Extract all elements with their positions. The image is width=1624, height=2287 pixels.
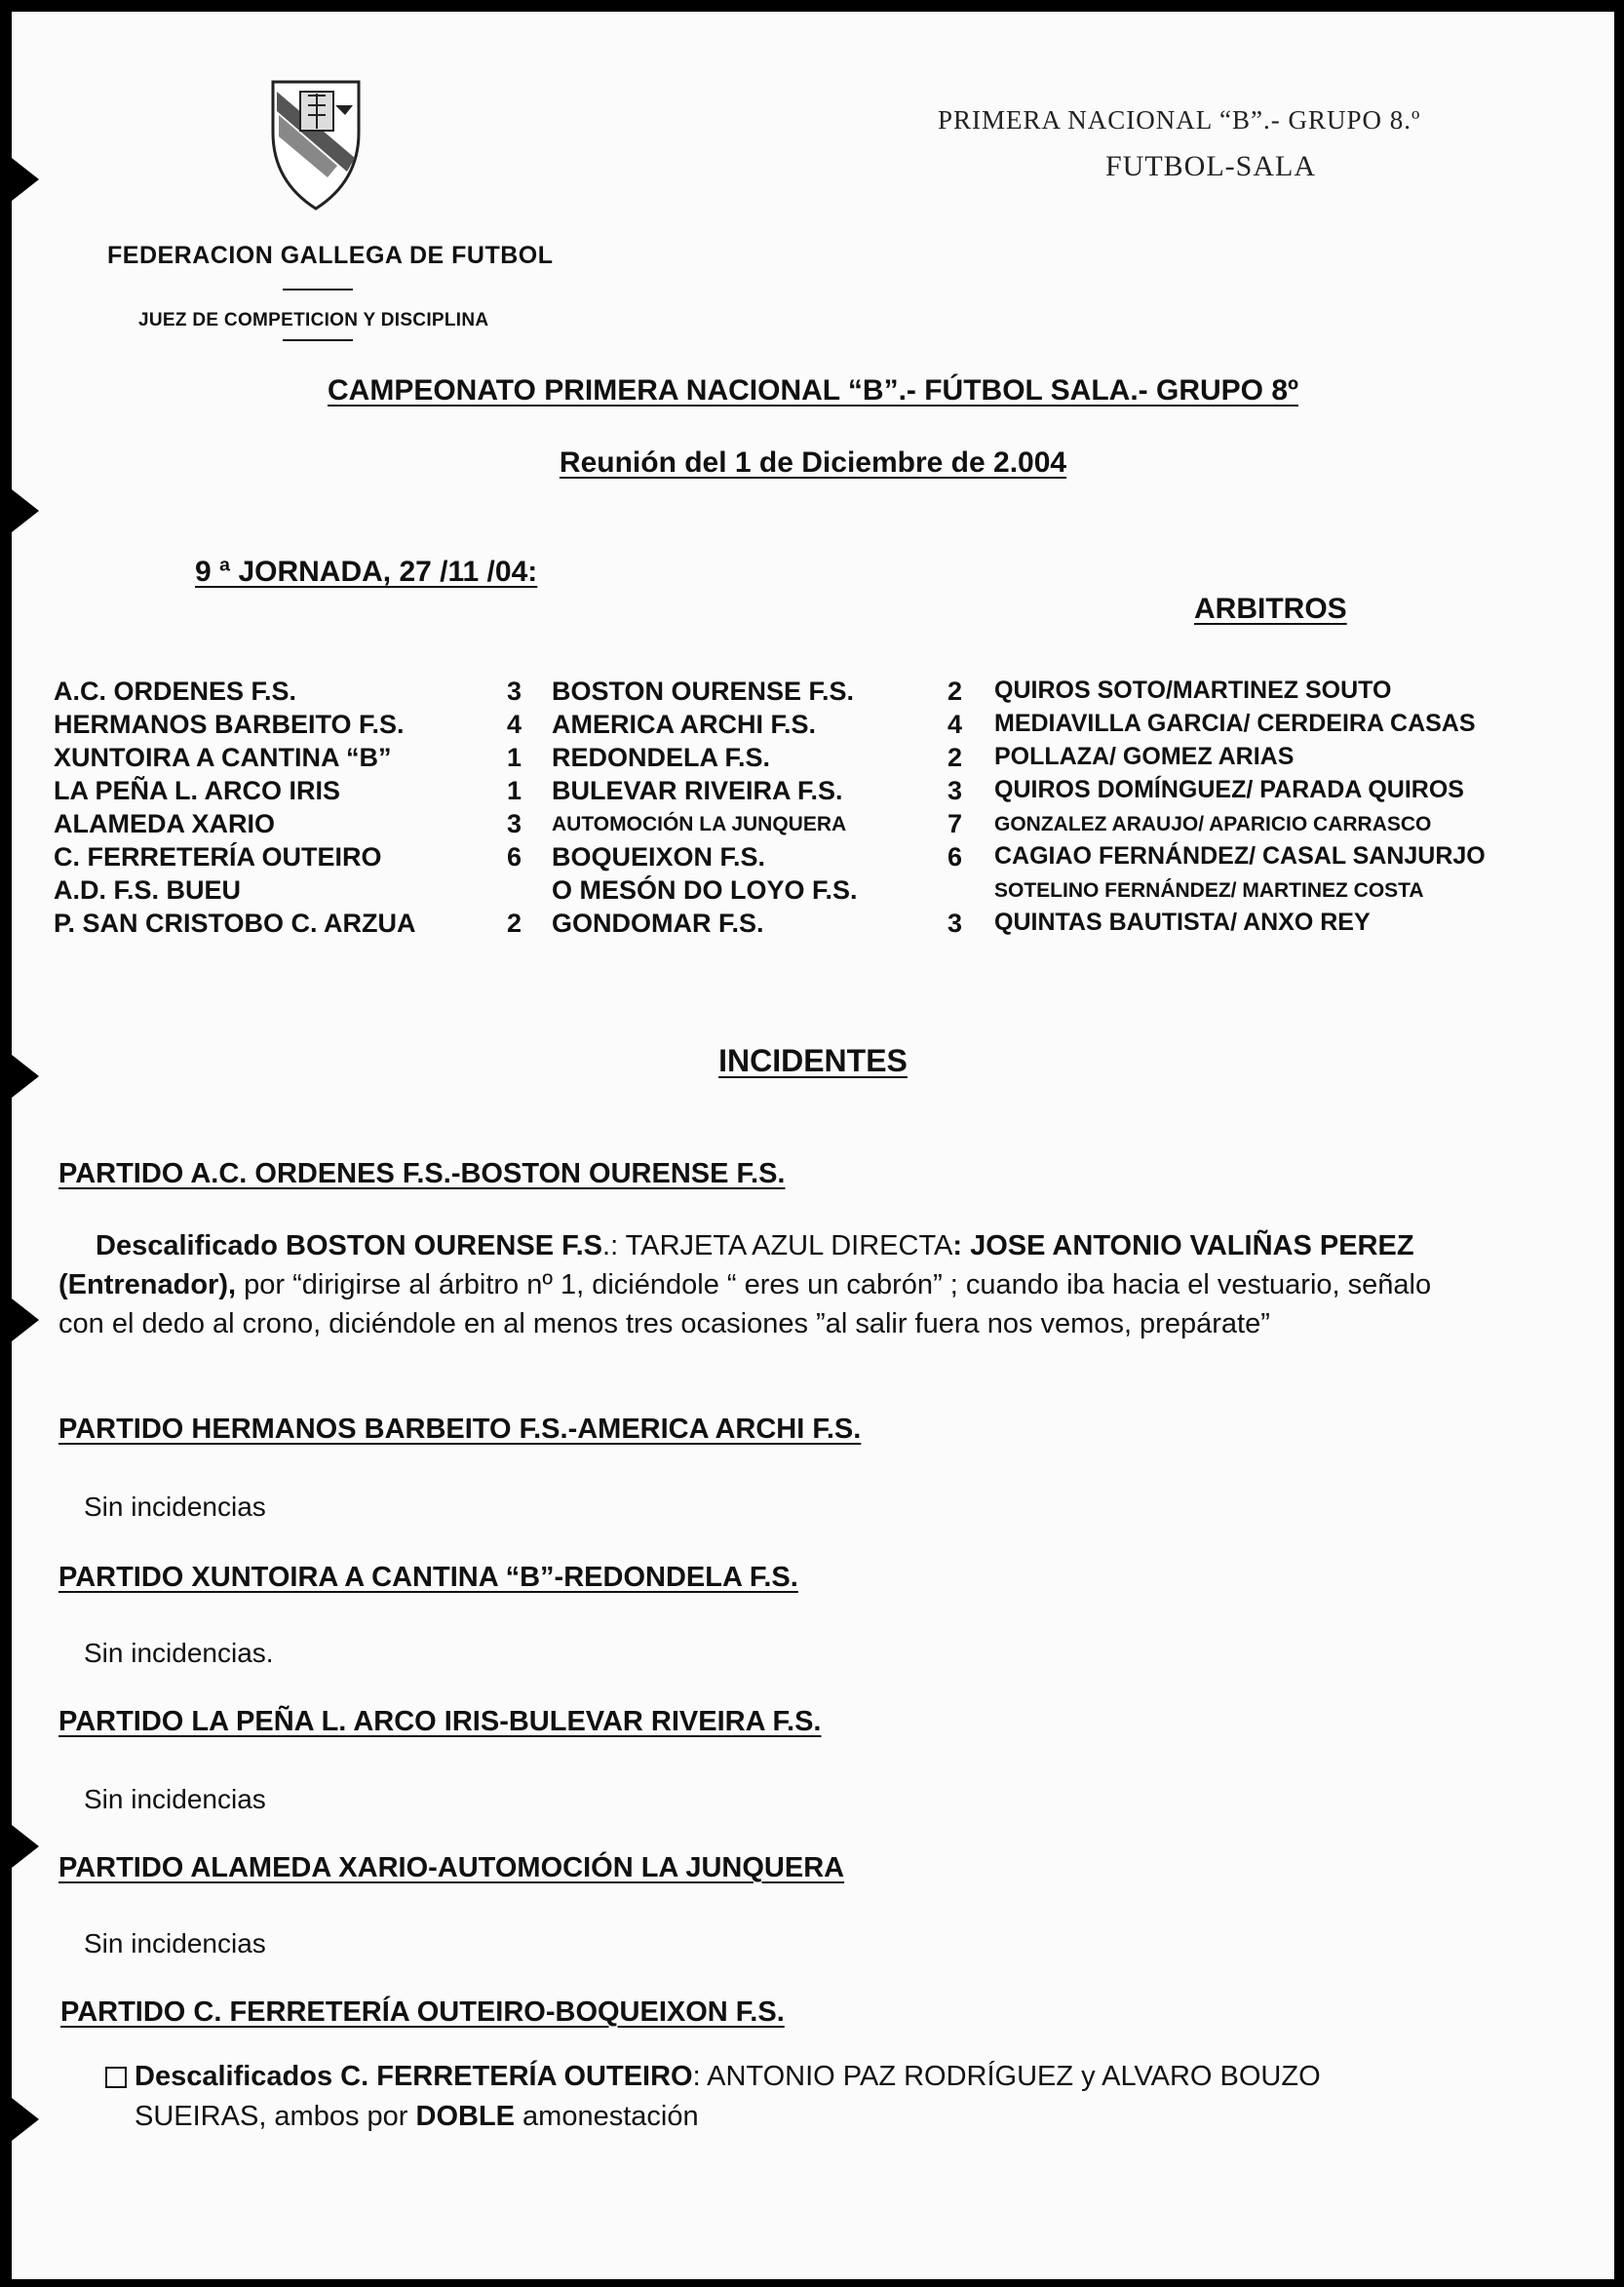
incident-text: Sin incidencias xyxy=(84,1492,266,1522)
home-team: LA PEÑA L. ARCO IRIS xyxy=(54,776,341,805)
incident-text: Descalificados C. FERRETERÍA OUTEIRO: ANTONIO PAZ RODRÍGUEZ y ALVARO BOUZO SUEIRAS, ambos por DOBLE amonestación xyxy=(135,2061,1321,2132)
referees: MEDIAVILLA GARCIA/ CERDEIRA CASAS xyxy=(994,710,1476,737)
referees: POLLAZA/ GOMEZ ARIAS xyxy=(994,743,1295,770)
match-title: PARTIDO LA PEÑA L. ARCO IRIS-BULEVAR RIVEIRA F.S. xyxy=(58,1706,822,1737)
document-page xyxy=(12,12,1614,2279)
match-title: PARTIDO XUNTOIRA A CANTINA “B”-REDONDELA F.S. xyxy=(58,1562,798,1593)
torn-edge xyxy=(12,1825,39,1868)
meeting-date: Reunión del 1 de Diciembre de 2.004 xyxy=(559,446,1067,479)
away-score: 3 xyxy=(947,776,963,805)
away-score: 4 xyxy=(947,710,963,739)
home-score: 3 xyxy=(507,677,522,706)
away-team: GONDOMAR F.S. xyxy=(552,909,764,938)
home-score: 1 xyxy=(507,743,522,772)
checkbox-bullet-icon xyxy=(105,2067,127,2088)
away-team: AUTOMOCIÓN LA JUNQUERA xyxy=(552,813,847,835)
round-heading: 9 ª JORNADA, 27 /11 /04: xyxy=(195,556,538,588)
torn-edge xyxy=(12,489,39,532)
referees: QUINTAS BAUTISTA/ ANXO REY xyxy=(994,909,1371,936)
home-team: A.D. F.S. BUEU xyxy=(54,875,242,905)
home-score: 4 xyxy=(507,710,522,739)
away-score: 7 xyxy=(947,809,963,838)
incidents-heading: INCIDENTES xyxy=(718,1043,908,1078)
referees-heading: ARBITROS xyxy=(1194,593,1347,625)
home-score: 6 xyxy=(507,842,522,872)
away-team: BOQUEIXON F.S. xyxy=(552,842,766,872)
divider xyxy=(283,289,353,291)
home-team: ALAMEDA XARIO xyxy=(54,809,275,838)
away-score: 3 xyxy=(947,909,963,938)
away-team: O MESÓN DO LOYO F.S. xyxy=(552,875,858,905)
home-team: HERMANOS BARBEITO F.S. xyxy=(54,710,405,739)
match-title: PARTIDO C. FERRETERÍA OUTEIRO-BOQUEIXON F.S. xyxy=(60,1996,785,2028)
referees: SOTELINO FERNÁNDEZ/ MARTINEZ COSTA xyxy=(994,879,1424,902)
referees: GONZALEZ ARAUJO/ APARICIO CARRASCO xyxy=(994,813,1432,835)
incident-text: Descalificado BOSTON OURENSE F.S.: TARJETA AZUL DIRECTA: JOSE ANTONIO VALIÑAS PEREZ (Entrenador), por “dirigirse al árbitro nº 1, diciéndole “ eres un cabrón” ; cuando iba hacia el vestuario, señalo con el dedo al crono, diciéndole en al menos tres ocasiones ”al salir fuera nos vemos, prepárate” xyxy=(58,1230,1432,1339)
home-score: 1 xyxy=(507,776,522,805)
away-score: 6 xyxy=(947,842,963,872)
competition-header: PRIMERA NACIONAL “B”.- GRUPO 8.º xyxy=(938,105,1421,135)
torn-edge xyxy=(12,2098,39,2141)
incident-team: BOSTON OURENSE F.S xyxy=(286,1230,603,1261)
competition-subheader: FUTBOL-SALA xyxy=(1105,150,1317,182)
home-team: A.C. ORDENES F.S. xyxy=(54,677,297,706)
away-team: BULEVAR RIVEIRA F.S. xyxy=(552,776,843,805)
divider xyxy=(283,339,353,341)
home-team: XUNTOIRA A CANTINA “B” xyxy=(54,743,392,772)
match-title: PARTIDO A.C. ORDENES F.S.-BOSTON OURENSE F.S. xyxy=(58,1158,786,1189)
referees: QUIROS SOTO/MARTINEZ SOUTO xyxy=(994,677,1392,704)
incident-lead: Descalificado xyxy=(96,1230,278,1261)
incident-text: Sin incidencias xyxy=(84,1784,266,1814)
federation-name: FEDERACION GALLEGA DE FUTBOL xyxy=(107,242,554,269)
incident-team: C. FERRETERÍA OUTEIRO xyxy=(340,2061,693,2092)
home-team: C. FERRETERÍA OUTEIRO xyxy=(54,842,382,872)
match-title: PARTIDO HERMANOS BARBEITO F.S.-AMERICA ARCHI F.S. xyxy=(58,1414,862,1445)
home-score: 2 xyxy=(507,909,522,938)
away-team: AMERICA ARCHI F.S. xyxy=(552,710,817,739)
home-score: 3 xyxy=(507,809,522,838)
federation-crest-icon xyxy=(267,76,365,213)
sanctioned-person: JOSE ANTONIO VALIÑAS PEREZ (Entrenador), xyxy=(58,1230,1414,1300)
away-team: BOSTON OURENSE F.S. xyxy=(552,677,855,706)
incident-text: Sin incidencias xyxy=(84,1928,266,1958)
referees: QUIROS DOMÍNGUEZ/ PARADA QUIROS xyxy=(994,776,1464,803)
away-score: 2 xyxy=(947,677,963,706)
incident-text: Sin incidencias. xyxy=(84,1638,274,1668)
torn-edge xyxy=(12,158,39,201)
referees: CAGIAO FERNÁNDEZ/ CASAL SANJURJO xyxy=(994,842,1486,870)
home-team: P. SAN CRISTOBO C. ARZUA xyxy=(54,909,416,938)
torn-edge xyxy=(12,1299,39,1341)
committee-name: JUEZ DE COMPETICION Y DISCIPLINA xyxy=(138,310,489,330)
document-title: CAMPEONATO PRIMERA NACIONAL “B”.- FÚTBOL SALA.- GRUPO 8º xyxy=(328,374,1298,407)
away-team: REDONDELA F.S. xyxy=(552,743,771,772)
match-title: PARTIDO ALAMEDA XARIO-AUTOMOCIÓN LA JUNQUERA xyxy=(58,1852,845,1883)
away-score: 2 xyxy=(947,743,963,772)
